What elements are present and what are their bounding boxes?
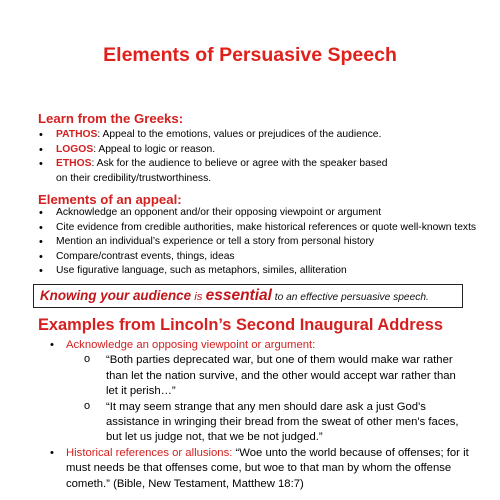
list-item	[38, 128, 398, 143]
ethos-text: : Ask for the audience to believe or agree with the speaker based on their credibility/trustworthiness.	[56, 158, 388, 184]
callout-box	[33, 284, 463, 308]
quote-item: o “Both parties deprecated war, but one of them would make war rather than let the nation survive, and the other would accept war rather than let it perish…”	[84, 353, 470, 399]
appeal-heading: Elements of an appeal:	[38, 192, 182, 207]
list-item	[50, 338, 470, 446]
logos-term: LOGOS	[56, 143, 94, 155]
appeal-list	[38, 206, 488, 279]
quote-list	[66, 353, 470, 445]
list-item: • Use figurative language, such as metaphors, similes, alliteration	[38, 264, 488, 279]
document-title: Elements of Persuasive Speech	[103, 44, 397, 66]
greeks-heading: Learn from the Greeks:	[38, 111, 184, 126]
logos-text: : Appeal to logic or reason.	[93, 143, 216, 155]
example-label: Historical references or allusions:	[66, 446, 233, 459]
callout-essential: essential	[205, 287, 272, 304]
list-item: • Acknowledge an opponent and/or their opposing viewpoint or argument	[38, 206, 488, 221]
quote-item: o “It may seem strange that any men should dare ask a just God's assistance in wringing their bread from the sweat of other men's faces, but let us judge not, that we be not judged.”	[84, 400, 470, 446]
callout-emphasis: Knowing your audience	[40, 288, 192, 303]
greeks-list	[38, 128, 398, 186]
callout-tail: to an effective persuasive speech.	[271, 292, 429, 303]
pathos-term: PATHOS	[56, 129, 98, 140]
list-item	[50, 446, 470, 492]
example-label: Acknowledge an opposing viewpoint or argument:	[66, 339, 316, 351]
ethos-term: ETHOS	[56, 158, 92, 170]
list-item	[38, 157, 398, 186]
examples-heading: Examples from Lincoln’s Second Inaugural Address	[38, 316, 444, 334]
callout-connector: is	[191, 291, 206, 303]
examples-list	[50, 338, 470, 492]
list-item: • Mention an individual’s experience or tell a story from personal history	[38, 235, 488, 250]
list-item	[38, 143, 398, 158]
list-item: • Compare/contrast events, things, ideas	[38, 250, 488, 265]
pathos-text: : Appeal to the emotions, values or prejudices of the audience.	[97, 129, 382, 140]
example-text: “Woe unto the world because of offenses; for it must needs be that offenses come, but woe to that man by whom the offense cometh.” (Bible, New Testament, Matthew 18:7)	[66, 446, 469, 490]
list-item: • Cite evidence from credible authorities, make historical references or quote well-known texts	[38, 221, 488, 236]
